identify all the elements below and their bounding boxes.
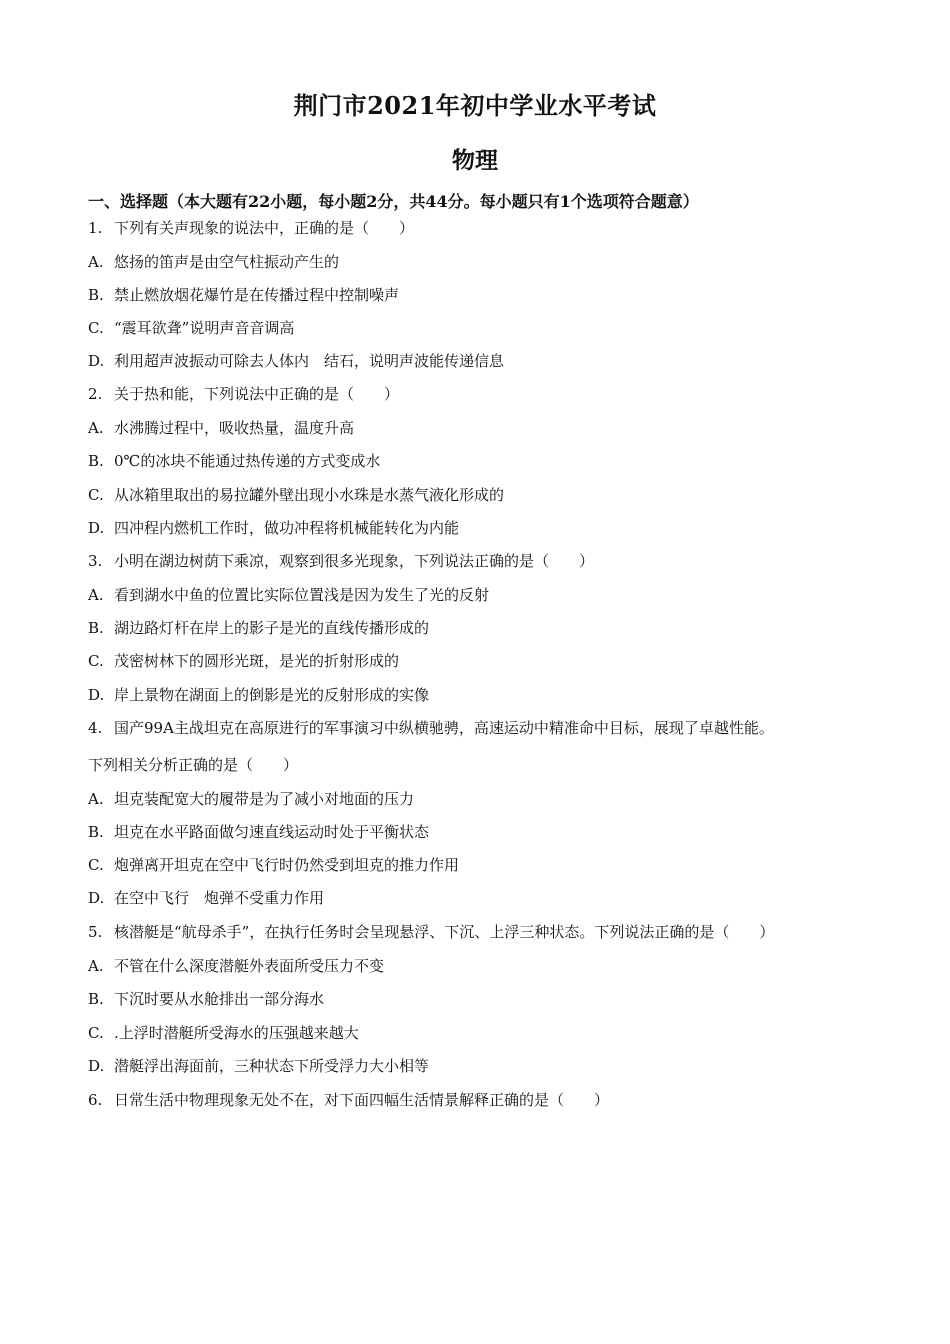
question-stem bbox=[88, 718, 774, 738]
option-text: 利用超声波振动可除去人体内 结石，说明声波能传递信息 bbox=[114, 352, 505, 370]
option-row bbox=[88, 685, 429, 705]
option-letter: D. bbox=[88, 519, 105, 537]
option-letter: B. bbox=[88, 990, 104, 1008]
option-letter: A. bbox=[88, 253, 104, 271]
option-letter: B. bbox=[88, 452, 104, 470]
option-text: 在空中飞行 炮弹不受重力作用 bbox=[114, 889, 325, 907]
option-text: 下沉时要从水舱排出一部分海水 bbox=[114, 990, 325, 1008]
option-row bbox=[88, 618, 429, 638]
exam-subject: 物理 bbox=[452, 147, 498, 174]
question-stem bbox=[88, 551, 594, 571]
option-text: 茂密树林下的圆形光斑，是光的折射形成的 bbox=[114, 652, 400, 670]
option-text: 炮弹离开坦克在空中飞行时仍然受到坦克的推力作用 bbox=[114, 856, 460, 874]
option-text: 0℃的冰块不能通过热传递的方式变成水 bbox=[114, 452, 381, 470]
option-text: 悠扬的笛声是由空气柱振动产生的 bbox=[114, 253, 340, 271]
section-heading: 一、选择题（本大题有22小题，每小题2分，共44分。每小题只有1个选项符合题意） bbox=[88, 192, 699, 211]
option-text: 岸上景物在湖面上的倒影是光的反射形成的实像 bbox=[114, 686, 430, 704]
question-text: 日常生活中物理现象无处不在，对下面四幅生活情景解释正确的是（ ） bbox=[114, 1091, 610, 1109]
exam-title: 荆门市2021年初中学业水平考试 bbox=[293, 91, 657, 120]
question-stem bbox=[88, 218, 414, 238]
option-letter: C. bbox=[88, 652, 104, 670]
option-text: 看到湖水中鱼的位置比实际位置浅是因为发生了光的反射 bbox=[114, 586, 490, 604]
option-text: 坦克装配宽大的履带是为了减小对地面的压力 bbox=[114, 790, 415, 808]
question-text: 下列有关声现象的说法中，正确的是（ ） bbox=[114, 219, 415, 237]
question-stem bbox=[88, 384, 399, 404]
question-stem bbox=[88, 1090, 609, 1110]
option-text: .上浮时潜艇所受海水的压强越来越大 bbox=[114, 1024, 359, 1042]
question-number: 4. bbox=[88, 719, 103, 737]
question-number: 5. bbox=[88, 923, 103, 941]
question-text: 核潜艇是“航母杀手”，在执行任务时会呈现悬浮、下沉、上浮三种状态。下列说法正确的是（ ） bbox=[114, 923, 775, 941]
question-number: 6. bbox=[88, 1091, 103, 1109]
option-text: 水沸腾过程中，吸收热量，温度升高 bbox=[114, 419, 355, 437]
option-letter: D. bbox=[88, 686, 105, 704]
option-text: 坦克在水平路面做匀速直线运动时处于平衡状态 bbox=[114, 823, 430, 841]
question-text: 国产99A主战坦克在高原进行的军事演习中纵横驰骋，高速运动中精准命中目标，展现了卓越性能。 bbox=[114, 719, 774, 737]
option-letter: B. bbox=[88, 823, 104, 841]
option-row bbox=[88, 518, 459, 538]
question-number: 1. bbox=[88, 219, 103, 237]
question-number: 2. bbox=[88, 385, 103, 403]
option-letter: C. bbox=[88, 486, 104, 504]
option-row bbox=[88, 956, 384, 976]
option-text: 湖边路灯杆在岸上的影子是光的直线传播形成的 bbox=[114, 619, 430, 637]
option-row bbox=[88, 855, 459, 875]
question-text: 小明在湖边树荫下乘凉，观察到很多光现象，下列说法正确的是（ ） bbox=[114, 552, 595, 570]
question-stem bbox=[88, 922, 774, 942]
question-number: 3. bbox=[88, 552, 103, 570]
option-row bbox=[88, 1056, 429, 1076]
option-row bbox=[88, 418, 354, 438]
option-row bbox=[88, 451, 380, 471]
question-stem-continuation: 下列相关分析正确的是（ ） bbox=[88, 756, 299, 774]
option-row bbox=[88, 252, 339, 272]
option-row bbox=[88, 318, 294, 338]
option-letter: A. bbox=[88, 957, 104, 975]
option-letter: A. bbox=[88, 419, 104, 437]
option-row bbox=[88, 351, 504, 371]
option-row bbox=[88, 789, 414, 809]
option-letter: A. bbox=[88, 790, 104, 808]
option-row bbox=[88, 485, 504, 505]
option-text: 从冰箱里取出的易拉罐外壁出现小水珠是水蒸气液化形成的 bbox=[114, 486, 505, 504]
question-text: 关于热和能，下列说法中正确的是（ ） bbox=[114, 385, 400, 403]
option-text: 禁止燃放烟花爆竹是在传播过程中控制噪声 bbox=[114, 286, 400, 304]
option-letter: C. bbox=[88, 319, 104, 337]
option-letter: D. bbox=[88, 889, 105, 907]
option-letter: B. bbox=[88, 286, 104, 304]
option-text: “震耳欲聋”说明声音音调高 bbox=[114, 319, 295, 337]
option-row bbox=[88, 989, 324, 1009]
option-row bbox=[88, 888, 324, 908]
option-letter: C. bbox=[88, 1024, 104, 1042]
option-text: 不管在什么深度潜艇外表面所受压力不变 bbox=[114, 957, 385, 975]
option-row bbox=[88, 822, 429, 842]
option-letter: B. bbox=[88, 619, 104, 637]
option-letter: A. bbox=[88, 586, 104, 604]
option-row bbox=[88, 1023, 359, 1043]
option-text: 潜艇浮出海面前，三种状态下所受浮力大小相等 bbox=[114, 1057, 430, 1075]
option-text: 四冲程内燃机工作时，做功冲程将机械能转化为内能 bbox=[114, 519, 460, 537]
option-letter: D. bbox=[88, 352, 105, 370]
option-row bbox=[88, 585, 489, 605]
option-letter: C. bbox=[88, 856, 104, 874]
option-row bbox=[88, 651, 399, 671]
option-row bbox=[88, 285, 399, 305]
option-letter: D. bbox=[88, 1057, 105, 1075]
